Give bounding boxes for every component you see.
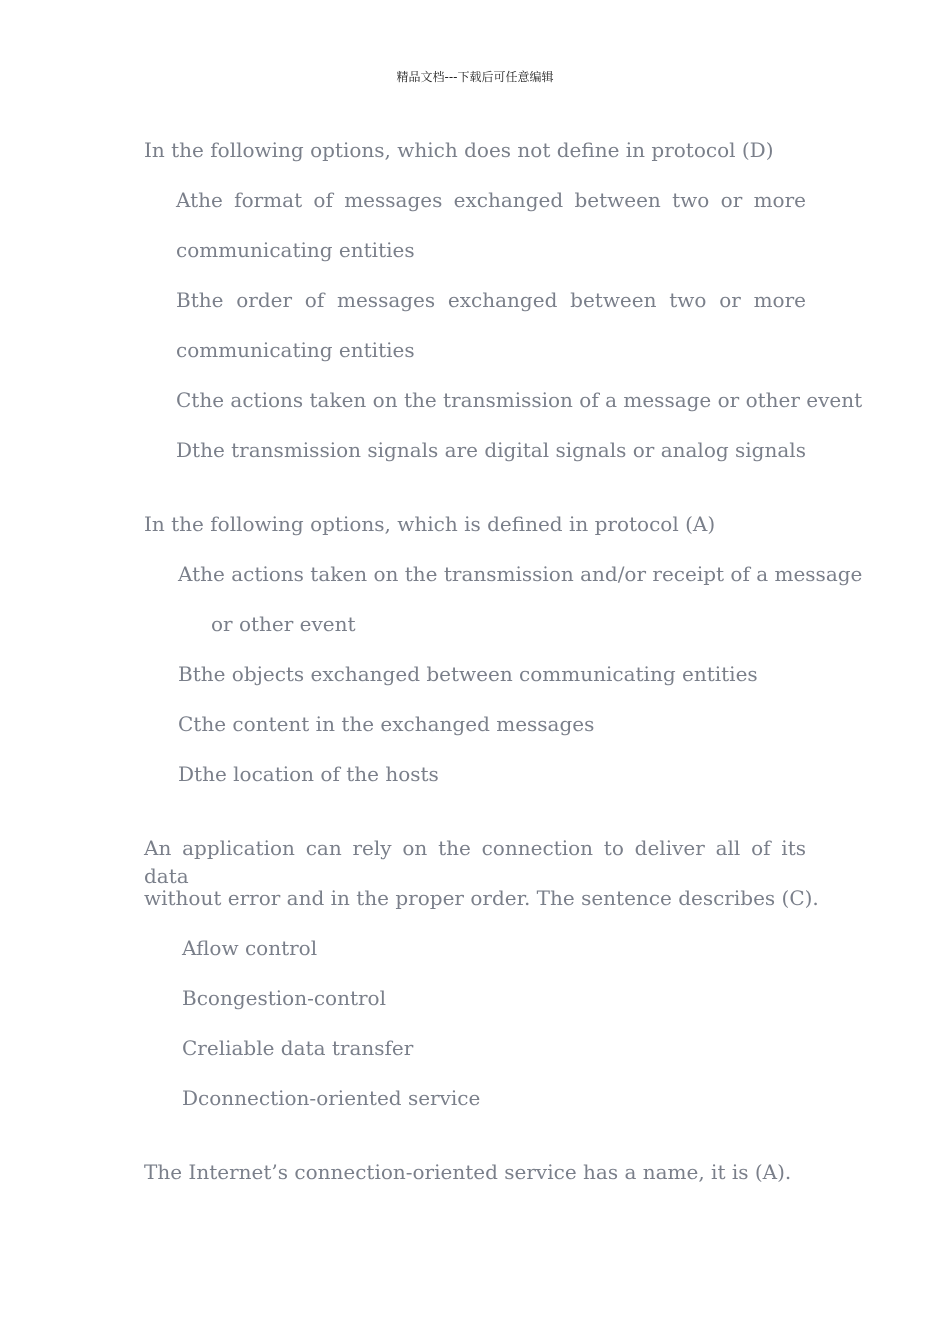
question-2-option-b: Bthe objects exchanged between communicating entities <box>178 662 758 686</box>
question-1-stem: In the following options, which does not define in protocol (D) <box>144 138 774 162</box>
question-2-option-a-cont: or other event <box>211 612 356 636</box>
question-1-option-c: Cthe actions taken on the transmission of a message or other event <box>176 388 863 412</box>
question-2-stem: In the following options, which is defined in protocol (A) <box>144 512 716 536</box>
question-3-option-d: Dconnection-oriented service <box>182 1086 481 1110</box>
question-1-option-b-cont: communicating entities <box>176 338 415 362</box>
question-4-stem: The Internet’s connection-oriented service has a name, it is (A). <box>144 1160 792 1184</box>
question-3-stem-cont: without error and in the proper order. The sentence describes (C). <box>144 886 819 910</box>
page-header: 精品文档---下载后可任意编辑 <box>396 70 554 84</box>
question-3-option-a: Aflow control <box>182 936 318 960</box>
question-3-option-c: Creliable data transfer <box>182 1036 414 1060</box>
question-1-option-b: Bthe order of messages exchanged between two or more <box>176 288 806 312</box>
question-2-option-a: Athe actions taken on the transmission and/or receipt of a message <box>178 562 863 586</box>
question-3-stem: An application can rely on the connection to deliver all of its data <box>144 836 806 888</box>
question-1-option-a: Athe format of messages exchanged between two or more <box>176 188 806 212</box>
question-1-option-a-cont: communicating entities <box>176 238 415 262</box>
question-1-option-d: Dthe transmission signals are digital signals or analog signals <box>176 438 806 462</box>
question-3-option-b: Bcongestion-control <box>182 986 386 1010</box>
question-2-option-d: Dthe location of the hosts <box>178 762 439 786</box>
question-2-option-c: Cthe content in the exchanged messages <box>178 712 595 736</box>
